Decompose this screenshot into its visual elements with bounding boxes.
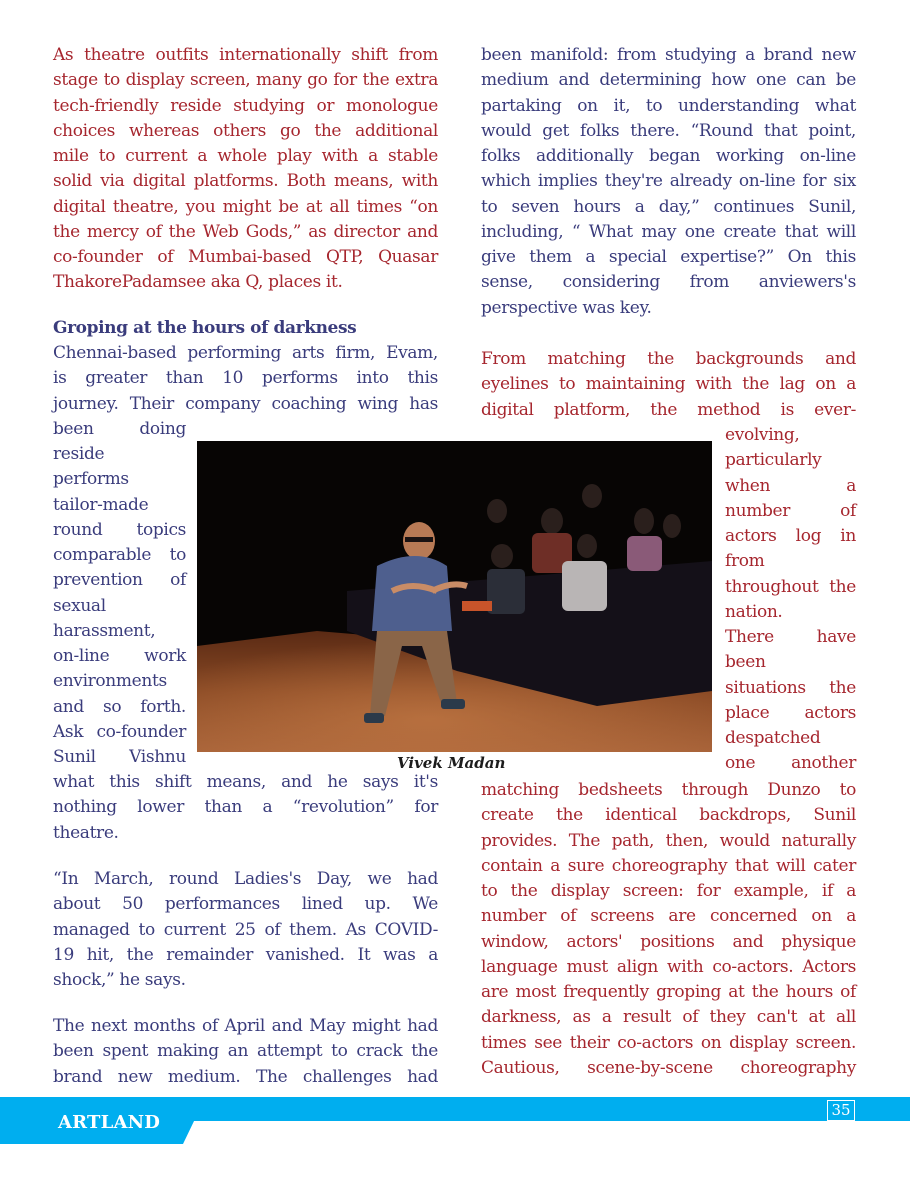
stage-performance-image [197, 441, 712, 752]
body-line: darkness, as a result of they can't at all [481, 1007, 856, 1028]
body-line: provides. The path, then, would naturally [481, 830, 856, 851]
body-line: which implies they're already on-line for six [481, 171, 856, 192]
wrap-line: evolving, [725, 425, 800, 445]
intro-line: ThakorePadamsee aka Q, places it. [53, 272, 343, 293]
wrap-line: on-line work [53, 646, 186, 666]
body-line: give them a special expertise?” On this [481, 247, 856, 267]
wrap-line: tailor-made [53, 494, 149, 515]
body-line: digital platform, the method is ever- [481, 399, 856, 420]
body-line: medium and determining how one can be [481, 70, 856, 91]
wrap-line: from [725, 551, 765, 572]
body-line: is greater than 10 performs into this [53, 368, 438, 389]
body-line: to seven hours a day,” continues Sunil, [481, 196, 856, 217]
photo-caption: Vivek Madan [397, 754, 506, 772]
intro-line: solid via digital platforms. Both means, with [53, 171, 438, 192]
body-line: matching bedsheets through Dunzo to [481, 780, 856, 800]
intro-line: choices whereas others go the additional [53, 120, 438, 141]
wrap-line: There have [725, 627, 856, 647]
body-line: eyelines to maintaining with the lag on a [481, 374, 856, 395]
wrap-line: prevention of [53, 570, 186, 591]
body-line: been spent making an attempt to crack the [53, 1041, 438, 1062]
body-line: managed to current 25 of them. As COVID- [53, 919, 438, 940]
wrap-line: performs [53, 469, 129, 490]
body-line: partaking on it, to understanding what [481, 95, 856, 116]
wrap-line: nation. [725, 601, 783, 622]
body-line: to the display screen: for example, if a [481, 881, 856, 901]
intro-line: As theatre outfits internationally shift from [53, 45, 438, 65]
page-number: 35 [827, 1100, 855, 1121]
body-line: From matching the backgrounds and [481, 349, 856, 369]
body-line: brand new medium. The challenges had [53, 1066, 438, 1087]
body-line: language must align with co-actors. Actors [481, 956, 856, 977]
intro-line: co-founder of Mumbai-based QTP, Quasar [53, 247, 438, 267]
body-line: number of screens are concerned on a [481, 906, 856, 927]
body-line: times see their co-actors on display screen. [481, 1032, 856, 1053]
wrap-line: reside [53, 444, 105, 464]
body-line: folks additionally began working on-line [481, 146, 856, 166]
wrap-line: particularly [725, 450, 822, 471]
intro-line: mile to current a whole play with a stable [53, 146, 438, 166]
body-line: “In March, round Ladies's Day, we had [53, 869, 438, 889]
wrap-line: round topics [53, 519, 186, 540]
wrap-line: one another [725, 753, 856, 774]
wrap-line: comparable to [53, 545, 186, 565]
body-line: 19 hit, the remainder vanished. It was a [53, 944, 438, 965]
magazine-brand: ARTLAND [58, 1112, 161, 1133]
body-line: what this shift means, and he says it's [53, 772, 438, 792]
body-line: theatre. [53, 822, 119, 843]
body-line: sense, considering from anviewers's [481, 272, 856, 293]
body-line: Chennai-based performing arts firm, Evam, [53, 343, 438, 363]
intro-line: digital theatre, you might be at all times “on [53, 196, 438, 217]
wrap-line: throughout the [725, 576, 856, 597]
wrap-line: when a [725, 475, 856, 496]
wrap-line: actors log in [725, 526, 856, 546]
intro-line: tech-friendly reside studying or monologue [53, 95, 438, 116]
intro-line: stage to display screen, many go for the extra [53, 70, 438, 91]
body-line: perspective was key. [481, 297, 652, 318]
wrap-line: Ask co-founder [53, 721, 186, 742]
body-line: are most frequently groping at the hours of [481, 982, 856, 1002]
wrap-line: number of [725, 500, 856, 521]
body-line: create the identical backdrops, Sunil [481, 805, 856, 826]
wrap-line: been [725, 652, 766, 673]
body-line: nothing lower than a “revolution” for [53, 797, 438, 818]
wrap-line: environments [53, 671, 167, 692]
body-line: journey. Their company coaching wing has [53, 393, 438, 414]
body-line: Cautious, scene-by-scene choreography [481, 1057, 856, 1078]
article-photo [197, 441, 712, 752]
wrap-line: despatched [725, 728, 821, 748]
body-line: including, “ What may one create that will [481, 221, 856, 242]
intro-line: the mercy of the Web Gods,” as director and [53, 221, 438, 242]
wrap-line: harassment, [53, 620, 156, 641]
body-line: The next months of April and May might had [53, 1016, 438, 1036]
body-line: contain a sure choreography that will cater [481, 855, 856, 876]
body-line: shock,” he says. [53, 970, 186, 990]
section-heading: Groping at the hours of darkness [53, 318, 357, 338]
body-line: about 50 performances lined up. We [53, 894, 438, 915]
wrap-line: place actors [725, 702, 856, 723]
wrap-line: situations the [725, 677, 856, 698]
wrap-line: sexual [53, 595, 106, 616]
wrap-line: Sunil Vishnu [53, 747, 186, 767]
body-line: window, actors' positions and physique [481, 931, 856, 952]
body-line: been doing [53, 418, 186, 439]
body-line: would get folks there. “Round that point, [481, 120, 856, 141]
wrap-line: and so forth. [53, 696, 186, 717]
body-line: been manifold: from studying a brand new [481, 45, 856, 65]
